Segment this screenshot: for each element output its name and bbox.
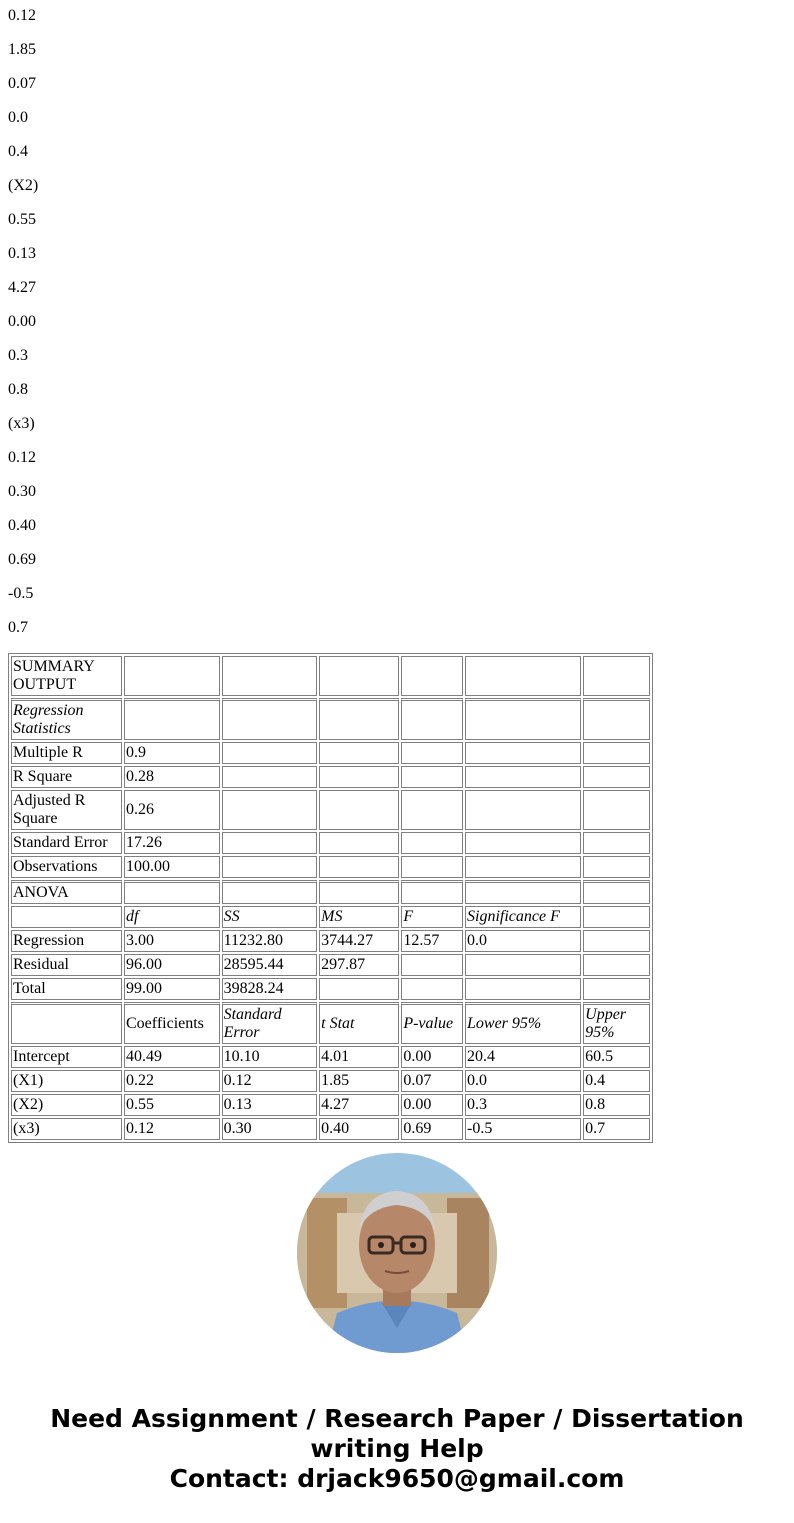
column-header: MS xyxy=(319,906,399,928)
table-cell: 297.87 xyxy=(319,954,399,976)
row-label: (x3) xyxy=(11,1118,122,1140)
column-header: Coefficients xyxy=(124,1002,220,1044)
value-list xyxy=(8,7,38,653)
row-label: Total xyxy=(11,978,122,1000)
table-row xyxy=(11,880,650,904)
stat-value: 17.26 xyxy=(124,832,220,854)
column-header: df xyxy=(124,906,220,928)
table-cell: 3744.27 xyxy=(319,930,399,952)
list-item: 0.40 xyxy=(8,517,36,534)
table-cell xyxy=(401,954,463,976)
table-row xyxy=(11,656,650,696)
table-cell: 0.00 xyxy=(401,1046,463,1068)
table-cell: 12.57 xyxy=(401,930,463,952)
stat-label: Multiple R xyxy=(11,742,122,764)
table-cell xyxy=(401,978,463,1000)
table-cell: 28595.44 xyxy=(222,954,318,976)
list-item: 0.12 xyxy=(8,449,36,466)
stat-label: R Square xyxy=(11,766,122,788)
table-row xyxy=(11,954,650,976)
table-cell xyxy=(465,978,581,1000)
table-cell: 96.00 xyxy=(124,954,220,976)
summary-output-title: SUMMARY OUTPUT xyxy=(11,656,122,696)
stat-label: Standard Error xyxy=(11,832,122,854)
table-cell: 3.00 xyxy=(124,930,220,952)
list-item: 0.07 xyxy=(8,75,36,92)
table-cell: 39828.24 xyxy=(222,978,318,1000)
list-item: 0.0 xyxy=(8,109,28,126)
list-item: -0.5 xyxy=(8,585,34,602)
table-cell: 0.3 xyxy=(465,1094,581,1116)
table-row xyxy=(11,1046,650,1068)
table-cell: -0.5 xyxy=(465,1118,581,1140)
table-cell: 0.55 xyxy=(124,1094,220,1116)
table-row xyxy=(11,742,650,764)
row-label: Residual xyxy=(11,954,122,976)
table-cell: 4.27 xyxy=(319,1094,399,1116)
table-row xyxy=(11,790,650,830)
list-item: 0.3 xyxy=(8,347,28,364)
column-header: Standard Error xyxy=(222,1002,318,1044)
regression-statistics-heading: Regression Statistics xyxy=(11,698,122,740)
row-label: (X2) xyxy=(11,1094,122,1116)
table-row xyxy=(11,766,650,788)
table-cell: 10.10 xyxy=(222,1046,318,1068)
list-item: (x3) xyxy=(8,415,35,432)
table-cell: 0.40 xyxy=(319,1118,399,1140)
table-cell: 20.4 xyxy=(465,1046,581,1068)
table-cell: 0.30 xyxy=(222,1118,318,1140)
table-row xyxy=(11,906,650,928)
promo-contact: Contact: drjack9650@gmail.com xyxy=(169,1464,625,1493)
table-cell: 11232.80 xyxy=(222,930,318,952)
table-row xyxy=(11,930,650,952)
table-cell: 0.12 xyxy=(222,1070,318,1092)
table-cell: 0.22 xyxy=(124,1070,220,1092)
table-row xyxy=(11,1002,650,1044)
list-item: 0.55 xyxy=(8,211,36,228)
table-cell: 0.0 xyxy=(465,930,581,952)
table-cell: 0.07 xyxy=(401,1070,463,1092)
row-label: (X1) xyxy=(11,1070,122,1092)
list-item: 0.4 xyxy=(8,143,28,160)
column-header: P-value xyxy=(401,1002,463,1044)
promo-line: writing Help xyxy=(310,1434,484,1463)
stat-value: 0.28 xyxy=(124,766,220,788)
table-row xyxy=(11,1094,650,1116)
table-row xyxy=(11,1118,650,1140)
stat-value: 100.00 xyxy=(124,856,220,878)
promo-banner xyxy=(0,1404,794,1494)
table-cell: 0.0 xyxy=(465,1070,581,1092)
table-cell: 4.01 xyxy=(319,1046,399,1068)
list-item: (X2) xyxy=(8,177,39,194)
anova-title: ANOVA xyxy=(11,880,122,904)
list-item: 0.00 xyxy=(8,313,36,330)
list-item: 0.7 xyxy=(8,619,28,636)
table-cell: 60.5 xyxy=(583,1046,650,1068)
list-item: 4.27 xyxy=(8,279,36,296)
column-header: SS xyxy=(222,906,318,928)
avatar xyxy=(297,1153,497,1353)
column-header: Lower 95% xyxy=(465,1002,581,1044)
table-cell xyxy=(465,954,581,976)
list-item: 0.69 xyxy=(8,551,36,568)
table-cell xyxy=(319,978,399,1000)
promo-line: Need Assignment / Research Paper / Dissertation xyxy=(50,1404,744,1433)
regression-summary-table xyxy=(8,653,653,1143)
table-row xyxy=(11,856,650,878)
column-header: Significance F xyxy=(465,906,581,928)
table-cell: 0.69 xyxy=(401,1118,463,1140)
table-row xyxy=(11,832,650,854)
column-header: F xyxy=(401,906,463,928)
column-header: Upper 95% xyxy=(583,1002,650,1044)
list-item: 1.85 xyxy=(8,41,36,58)
stat-value: 0.26 xyxy=(124,790,220,830)
table-row xyxy=(11,698,650,740)
stat-label: Adjusted R Square xyxy=(11,790,122,830)
list-item: 0.13 xyxy=(8,245,36,262)
table-cell: 0.7 xyxy=(583,1118,650,1140)
table-row xyxy=(11,978,650,1000)
list-item: 0.8 xyxy=(8,381,28,398)
table-cell: 0.4 xyxy=(583,1070,650,1092)
table-cell: 0.8 xyxy=(583,1094,650,1116)
list-item: 0.12 xyxy=(8,7,36,24)
table-cell: 1.85 xyxy=(319,1070,399,1092)
table-row xyxy=(11,1070,650,1092)
person-portrait-icon xyxy=(297,1153,497,1353)
table-cell: 0.12 xyxy=(124,1118,220,1140)
table-cell: 99.00 xyxy=(124,978,220,1000)
column-header: t Stat xyxy=(319,1002,399,1044)
table-cell: 0.13 xyxy=(222,1094,318,1116)
row-label: Intercept xyxy=(11,1046,122,1068)
stat-value: 0.9 xyxy=(124,742,220,764)
list-item: 0.30 xyxy=(8,483,36,500)
table-cell: 40.49 xyxy=(124,1046,220,1068)
row-label: Regression xyxy=(11,930,122,952)
table-cell: 0.00 xyxy=(401,1094,463,1116)
stat-label: Observations xyxy=(11,856,122,878)
